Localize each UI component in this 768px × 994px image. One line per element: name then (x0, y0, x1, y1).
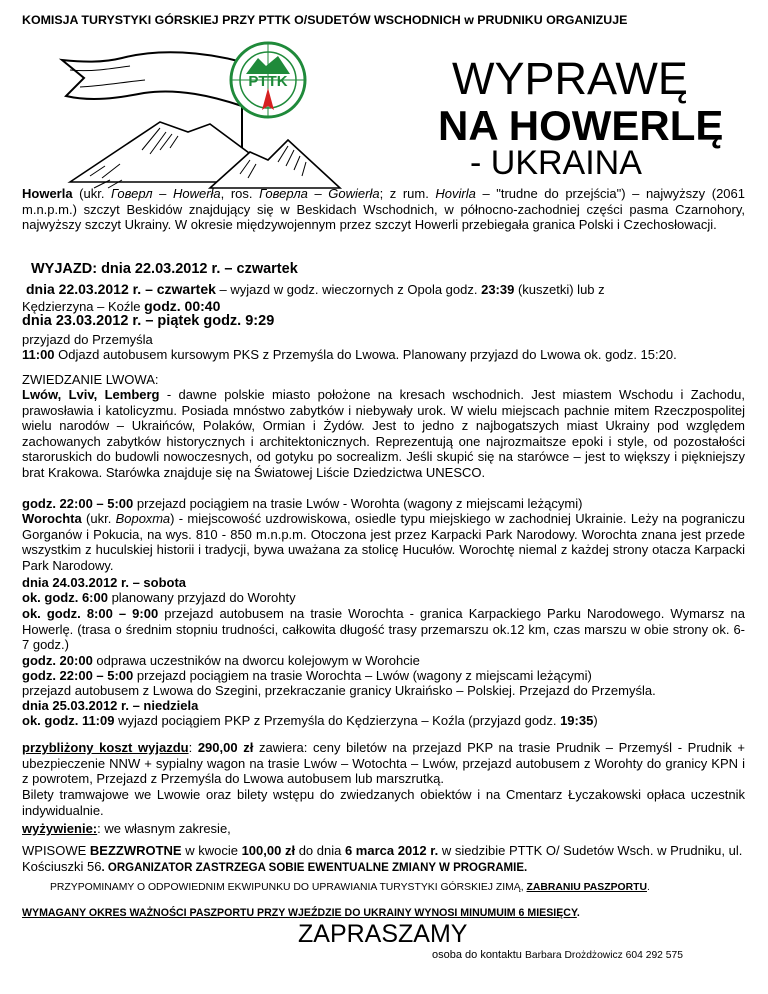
cost-paragraph: przybliżony koszt wyjazdu: 290,00 zł zawiera: ceny biletów na przejazd PKP na trasie Prudnik – Przemyśl - Prudnik + ubezpieczenie NNW + sypialny wagon na trasie Lwów – Wotochta – Lwów, przejazd autobusem z Worohty do granicy KPN i z powrotem, Przejazd z Przemyśla do Lwowa autobusem lub marszrutką. (22, 740, 745, 787)
departure-heading: WYJAZD: dnia 22.03.2012 r. – czwartek (31, 261, 298, 277)
departure-line-2: Kędzierzyna – Koźle godz. 00:40 (22, 298, 221, 314)
lviv-paragraph: Lwów, Lviv, Lemberg - dawne polskie miasto położone na kresach wschodnich. Jest miastem Wschodu i Zachodu, prawosławia i katolicyzmu. Posiada mnóstwo zabytków i niebywały urok. W wielu miejscach pachnie mitem Rzeczpospolitej wielu narodów – Ukraińców, Polaków, Ormian i Żydów. Jest to jedno z najbogatszych miast Ukrainy pod względem zachowanych zabytków historycznych i architektonicznych. Reprezentują one najrozmaitsze epoki i style, od pozostałości staroruskich do budowli nowoczesnych, od gotyku po socrealizm. Jeśli skupić się na starówce – jest to większy i piękniejszy brat Krakowa. Starówka znajduje się na Światowej Liście Dziedzictwa UNESCO. (22, 387, 745, 480)
schedule-item: ok. godz. 8:00 – 9:00 przejazd autobusem na trasie Worochta - granica Karpackiego Parku Narodowego. Wymarsz na Howerlę. (trasa o średnim stopniu trudności, całkowita długość trasy przemarszu ok.12 km, czas marszu w obie strony ok. 6-7 godz.) (22, 606, 745, 653)
schedule-item: ok. godz. 6:00 planowany przyjazd do Worohty (22, 590, 296, 605)
departure-line-5: 11:00 Odjazd autobusem kursowym PKS z Przemyśla do Lwowa. Planowany przyjazd do Lwowa ok. godz. 15:20. (22, 347, 677, 362)
flag-shape (62, 52, 242, 106)
title-line-2: NA HOWERLĘ (438, 102, 724, 149)
equipment-reminder: PRZYPOMINAMY O ODPOWIEDNIM EKWIPUNKU DO UPRAWIANIA TURYSTYKI GÓRSKIEJ ZIMĄ, ZABRANIU PASZPORTU. (50, 882, 650, 893)
pttk-logo (231, 43, 305, 117)
contact-line: osoba do kontaktu Barbara Drożdżowicz 604 292 575 (432, 949, 683, 961)
departure-line-4: przyjazd do Przemyśla (22, 332, 153, 347)
title-line-1: WYPRAWĘ (452, 53, 688, 104)
payment-paragraph: WPISOWE BEZZWROTNE w kwocie 100,00 zł do dnia 6 marca 2012 r. w siedzibie PTTK O/ Sudetów Wsch. w Prudniku, ul. Kościuszki 56. ORGANIZATOR ZASTRZEGA SOBIE EWENTUALNE ZMIANY W PROGRAMIE. (22, 843, 743, 874)
schedule-item: przejazd autobusem z Lwowa do Szegini, przekraczanie granicy Ukraińsko – Polskiej. Przejazd do Przemyśla. (22, 683, 656, 698)
organizer-line: KOMISJA TURYSTYKI GÓRSKIEJ PRZY PTTK O/SUDETÓW WSCHODNICH w PRUDNIKU ORGANIZUJE (22, 13, 628, 27)
lviv-heading: ZWIEDZANIE LWOWA: (22, 372, 159, 387)
schedule-day-1: dnia 24.03.2012 r. – sobota (22, 575, 187, 590)
food-line: wyżywienie:: we własnym zakresie, (22, 821, 231, 836)
mountain-flag-illustration (10, 40, 350, 190)
intro-name: Howerla (22, 186, 73, 201)
schedule-item: godz. 22:00 – 5:00 przejazd pociągiem na trasie Worochta – Lwów (wagony z miejscami leżącymi) (22, 668, 592, 683)
passport-notice: WYMAGANY OKRES WAŻNOŚCI PASZPORTU PRZY WJEŹDZIE DO UKRAINY WYNOSI MINUMUIM 6 MIESIĘCY. (22, 907, 580, 919)
schedule-item: ok. godz. 11:09 wyjazd pociągiem PKP z Przemyśla do Kędzierzyna – Koźla (przyjazd godz. 19:35) (22, 713, 598, 728)
schedule-day-2: dnia 25.03.2012 r. – niedziela (22, 698, 199, 713)
intro-paragraph: Howerla (ukr. Говерл – Howerła, ros. Говерла – Gowierła; z rum. Hovirla – "trudne do przejścia") – najwyższy (2061 m.n.p.m.) szczyt Beskidów znajdujący się w Beskidach Wschodnich, w północno-zachodniej części pasma Czarnohory, najwyższy szczyt Ukrainy. W okresie międzywojennym przez szczyt Howerli przebiegała granica Polski i Czechosłowacji. (22, 186, 745, 233)
invitation: ZAPRASZAMY (298, 920, 468, 948)
departure-line-1: dnia 22.03.2012 r. – czwartek – wyjazd w godz. wieczornych z Opola godz. 23:39 (kuszetki) lub z (26, 281, 605, 297)
night-train-line: godz. 22:00 – 5:00 przejazd pociągiem na trasie Lwów - Worohta (wagony z miejscami leżącymi) (22, 496, 583, 511)
departure-line-3: dnia 23.03.2012 r. – piątek godz. 9:29 (22, 313, 275, 329)
schedule-item: godz. 20:00 odprawa uczestników na dworcu kolejowym w Worohcie (22, 653, 420, 668)
title-line-3: - UKRAINA (470, 144, 642, 182)
logo-text: PTTK (248, 73, 288, 90)
cost-extra-paragraph: Bilety tramwajowe we Lwowie oraz bilety wstępu do zwiedzanych obiektów i na Cmentarz Łyczakowski opłaca uczestnik indywidualnie. (22, 787, 745, 818)
vorokhta-paragraph: Worochta (ukr. Ворохта) - miejscowość uzdrowiskowa, osiedle typu miejskiego w zachodniej Ukrainie. Leży na pograniczu Gorganów i Pokucia, na wys. 810 - 850 m.n.p.m. Otoczona jest przez Karpacki Park Narodowy. Worochta znana jest przede wszystkim z huculskiej historii i tradycji, bywa uważana za stolicę Hucułów. Worochtę niemal z każdej strony otacza Karpacki Park Narodowy. (22, 511, 745, 573)
